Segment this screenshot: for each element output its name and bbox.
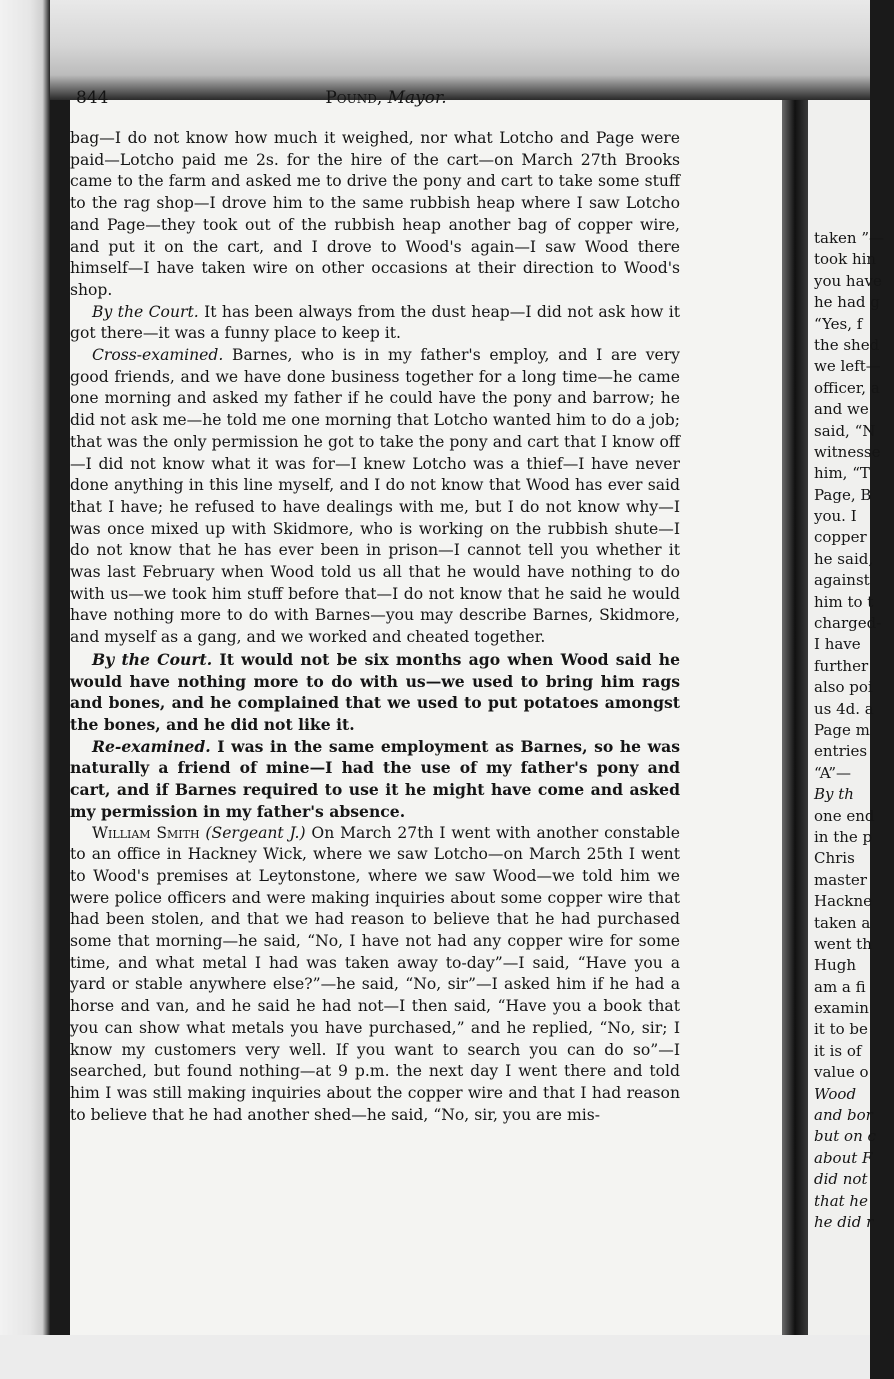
scan-bottom-margin <box>0 1335 870 1379</box>
scan-left-margin <box>0 0 50 1379</box>
next-page-line: Page, B <box>814 485 872 504</box>
next-page-line: charged- <box>814 614 882 633</box>
next-page-line: he said, <box>814 549 874 568</box>
next-page-line: in the p <box>814 827 873 846</box>
witness-name: William Smith <box>92 823 200 842</box>
right-page <box>808 100 885 1335</box>
next-page-line: I have <box>814 635 861 654</box>
section-label: Re-examined. <box>92 736 211 756</box>
page-header <box>76 88 676 114</box>
next-page-line: Hugh <box>814 956 857 975</box>
next-page-line: that he <box>814 1191 868 1210</box>
next-page-line: it to be <box>814 1020 868 1039</box>
next-page-line: examin <box>814 999 869 1018</box>
next-page-line: also poi <box>814 678 873 697</box>
speaker-label: By the Court. <box>92 302 199 321</box>
next-page-line: taken a <box>814 913 871 932</box>
next-page-line: and bor <box>814 1106 873 1125</box>
next-page-line: Wood <box>814 1084 857 1103</box>
next-page-line: he had g <box>814 293 880 312</box>
next-page-line: it is of <box>814 1041 862 1060</box>
next-page-line: said, “N <box>814 421 876 440</box>
page-number: 844 <box>76 88 109 108</box>
section-label: Cross-examined. <box>92 346 224 365</box>
next-page-line: took hin <box>814 250 877 269</box>
paragraph: Cross-examined. Barnes, who is in my father's employ, and I are very good friends, and we have done business together for a long time—he came one morning and asked my father if he could have the pony and barrow; he did not ask me—he told me one morning that Lotcho wanted him to do a job; that was the only permission he got to take the pony and cart that I know off—I did not know what it was for—I knew Lotcho was a thief—I have never done anything in this line myself, and I do not know that Wood has ever said that I have; he refused to have dealings with me, but I do not know why—I was once mixed up with Skidmore, who is working on the rubbish shute—I do not know that he has ever been in prison—I cannot tell you whether it was last February when Wood told us all that he would have nothing to do with us—we took him stuff before that—I do not know that he said he would have nothing more to do with Barnes—you may describe Barnes, Skidmore, and myself as a gang, and we worked and cheated together. <box>70 346 680 647</box>
next-page-line: Chris <box>814 849 855 868</box>
next-page-line: the shed <box>814 335 880 354</box>
next-page-line: you have <box>814 271 882 290</box>
next-page-line: you. I <box>814 507 857 526</box>
next-page-line: Page m <box>814 720 870 739</box>
next-page-line: taken ”— <box>814 229 885 247</box>
next-page-line: Hackne <box>814 892 873 911</box>
next-page-line: did not <box>814 1170 868 1189</box>
next-page-line: against <box>814 571 870 590</box>
running-title-role: Mayor. <box>387 88 447 108</box>
next-page-line: he did r <box>814 1212 874 1231</box>
next-page-line: witnesse <box>814 442 881 461</box>
paragraph: By the Court. It has been always from the dust heap—I did not ask how it got there—it was a funny place to keep it. <box>70 302 680 343</box>
next-page-line: entries <box>814 742 868 761</box>
right-page-text <box>814 228 894 1233</box>
next-page-line: “Yes, f <box>814 314 863 333</box>
next-page-line: about F <box>814 1148 873 1167</box>
next-page-line: By th <box>814 785 854 804</box>
next-page-line: further <box>814 656 869 675</box>
next-page-line: am a fi <box>814 977 866 996</box>
next-page-line: we left— <box>814 357 881 376</box>
next-page-line: us 4d. a <box>814 699 874 718</box>
witness-rank: (Sergeant J.) <box>205 823 306 842</box>
paragraph: bag—I do not know how much it weighed, nor what Lotcho and Page were paid—Lotcho paid me 2s. for the hire of the cart—on March 27th Brooks came to the farm and asked me to drive the pony and cart to take some stuff to the rag shop—I drove him to the same rubbish heap where I saw Lotcho and Page—they took out of the rubbish heap another bag of copper wire, and put it on the cart, and I drove to Wood's again—I saw Wood there himself—I have taken wire on other occasions at their direction to Wood's shop. <box>70 129 680 299</box>
running-title <box>76 88 696 108</box>
body-text <box>70 128 680 1126</box>
next-page-line: master <box>814 870 867 889</box>
next-page-line: copper <box>814 528 867 547</box>
paragraph: Re-examined. I was in the same employment as Barnes, so he was naturally a friend of mine—I had the use of my father's pony and cart, and if Barnes required to use it he might have come and asked my permission in my father's absence. <box>70 736 680 821</box>
next-page-line: him to t <box>814 592 874 611</box>
next-page-line: value o <box>814 1063 869 1082</box>
next-page-line: and we <box>814 400 869 419</box>
next-page-line: one end <box>814 806 875 825</box>
book-gutter <box>782 100 808 1335</box>
next-page-line: went th <box>814 934 872 953</box>
next-page-line: him, “T <box>814 464 870 483</box>
paragraph: William Smith (Sergeant J.) On March 27th I went with another constable to an office in Hackney Wick, where we saw Lotcho—on March 25th I went to Wood's premises at Leytonstone, where we saw Wood—we told him we were police officers and were making inquiries about some copper wire that had been stolen, and that we had reason to believe that he had purchased some that morning—he said, “No, I have not had any copper wire for some time, and what metal I had was taken away to-day”—I said, “Have you a yard or stable anywhere else?”—he said, “No, sir”—I asked him if he had a horse and van, and he said he had not—I then said, “Have you a book that you can show what metals you have purchased,” and he replied, “No, sir; I know my customers very well. If you want to search you can do so”—I searched, but found nothing—at 9 p.m. the next day I went there and told him I was still making inquiries about the copper wire and that I had reason to believe that he had another shed—he said, “No, sir, you are mis- <box>70 823 680 1124</box>
paragraph: By the Court. It would not be six months ago when Wood said he would have nothing more to do with us—we used to bring him rags and bones, and he complained that we used to put potatoes amongst the bones, and he did not like it. <box>70 649 680 734</box>
scan-top-margin <box>0 0 870 100</box>
next-page-line: “A”— <box>814 763 852 782</box>
running-title-name: Pound, <box>325 88 383 108</box>
speaker-label: By the Court. <box>92 649 213 669</box>
next-page-line: but on c <box>814 1127 876 1146</box>
next-page-line: officer, a <box>814 378 880 397</box>
